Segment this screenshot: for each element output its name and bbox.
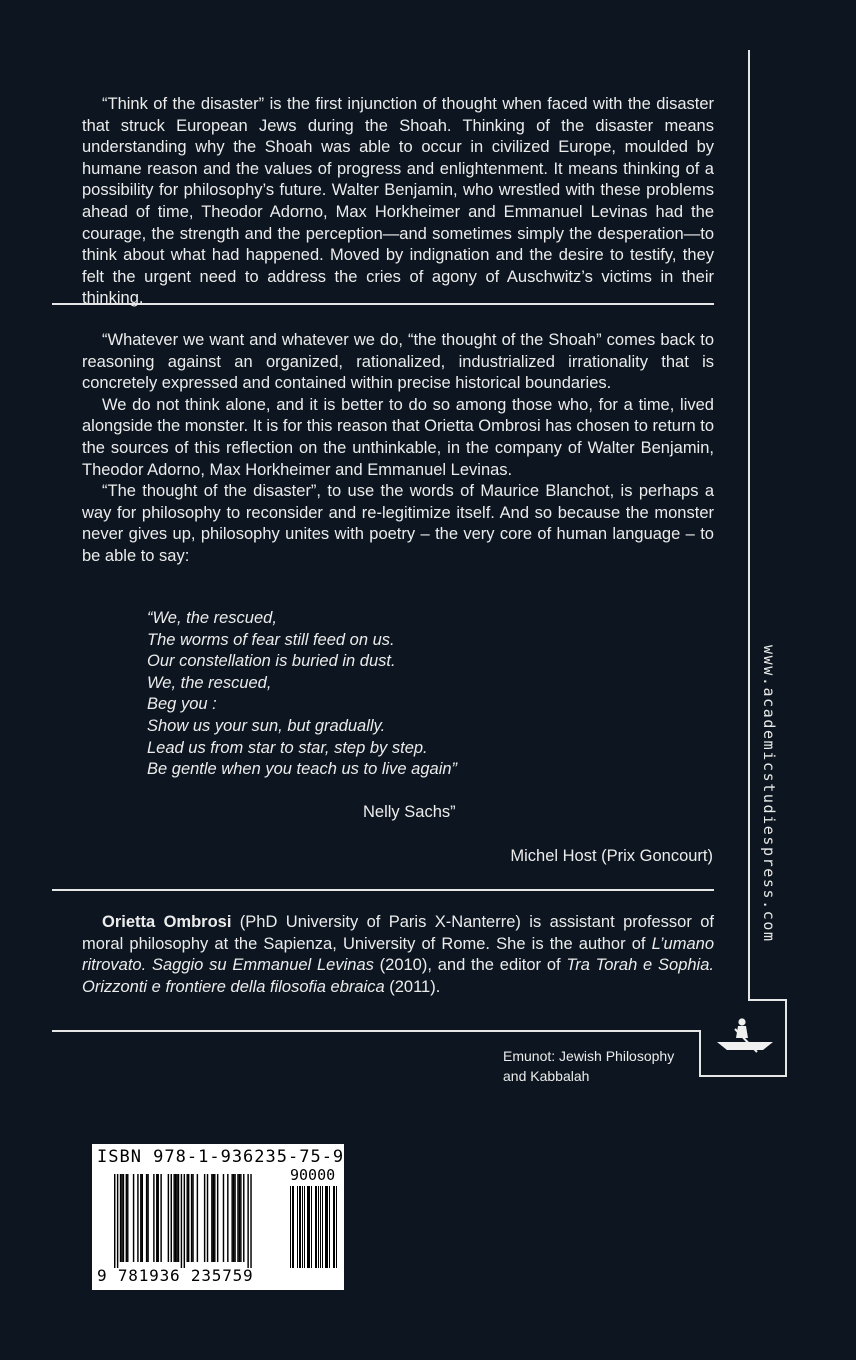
barcode-bar-13 [153, 1174, 154, 1262]
addon-bar-2 [292, 1186, 293, 1268]
review-paragraph-2: We do not think alone, and it is better to do so among those who, for a time, lived alongside the monster. It is for this reason that Orietta Ombrosi has chosen to return to the sources of this reflection on the unthinkable, in the company of Walter Benjamin, Theodor Adorno, Max Horkheimer and Emmanuel Levinas. [82, 395, 714, 479]
barcode-bar-17 [168, 1174, 169, 1262]
addon-bar-0 [290, 1186, 291, 1268]
addon-bar-10 [300, 1186, 301, 1268]
frame-vertical-right [748, 50, 750, 1000]
barcode-number: 9 781936 235759 [97, 1266, 254, 1285]
divider-2 [52, 889, 714, 891]
frame-tab-bottom [700, 1075, 787, 1077]
addon-bar-44 [334, 1186, 335, 1268]
author-book1-year: (2010), and the editor of [373, 956, 567, 975]
poem-line: The worms of fear still feed on us. [147, 630, 395, 649]
publisher-website[interactable]: www.academicstudiespress.com [760, 645, 778, 943]
addon-bar-30 [320, 1186, 321, 1268]
author-book2-title: Tra Torah e Sophia. Orizzonti e frontiere della filosofia ebraica [82, 956, 714, 996]
barcode-bar-7 [133, 1174, 134, 1262]
barcode-bar-0 [114, 1174, 115, 1268]
addon-bar-21 [311, 1186, 312, 1268]
barcode-bar-3 [121, 1174, 122, 1262]
addon-bar-46 [336, 1186, 337, 1268]
barcode-bar-6 [127, 1174, 128, 1262]
barcode-bar-9 [140, 1174, 141, 1262]
barcode-bar-25 [187, 1174, 188, 1262]
divider-3 [52, 1030, 700, 1032]
barcode-bar-18 [171, 1174, 172, 1262]
addon-bar-12 [302, 1186, 303, 1268]
barcode-bar-30 [204, 1174, 205, 1262]
addon-bar-43 [333, 1186, 334, 1268]
poem-line: “We, the rescued, [147, 609, 277, 627]
review-paragraph-1: “Whatever we want and whatever we do, “the thought of the Shoah” comes back to reasoning against an organized, rationalized, industrialized irrationality that is concretely expressed and contained within precise historical boundaries. [82, 331, 714, 393]
barcode-bar-35 [217, 1174, 218, 1262]
barcode-bar-39 [233, 1174, 234, 1262]
barcode-bar-12 [147, 1174, 148, 1262]
barcode-bar-4 [123, 1174, 124, 1262]
author-book2-year: (2011). [384, 977, 441, 996]
barcode-bar-8 [137, 1174, 138, 1262]
barcode-bar-33 [213, 1174, 214, 1262]
author-bio [82, 912, 714, 998]
barcode-bar-16 [160, 1174, 161, 1262]
author-credential: (PhD University of Paris X-Nanterre) is assistant professor of moral philosophy at the Sapienza, University of Rome. She is the author of [82, 913, 714, 953]
frame-tab-vertical [785, 999, 787, 1076]
author-book1-title: L’umano ritrovato. Saggio su Emmanuel Levinas [82, 934, 714, 975]
series-line-2: and Kabbalah [503, 1068, 590, 1084]
barcode-bar-15 [158, 1174, 159, 1262]
addon-bar-3 [293, 1186, 294, 1268]
intro-paragraph [82, 94, 714, 310]
poem-line: Be gentle when you teach us to live again” [147, 760, 458, 779]
barcode-bar-26 [188, 1174, 189, 1262]
series-name [503, 1046, 674, 1086]
review-paragraph-3: “The thought of the disaster”, to use the words of Maurice Blanchot, is perhaps a way for philosophy to reconsider and re-legitimize itself. And so because the monster never gives up, philosophy unites with poetry – the very core of human language – to be able to say: [82, 482, 714, 565]
barcode-bar-42 [239, 1174, 240, 1262]
barcode-bar-36 [223, 1174, 224, 1262]
addon-bar-14 [304, 1186, 305, 1268]
frame-tab-left [699, 1030, 701, 1077]
addon-bar-28 [318, 1186, 319, 1268]
barcode-bar-29 [197, 1174, 198, 1262]
barcode-bar-34 [214, 1174, 215, 1262]
barcode-bar-32 [211, 1174, 212, 1262]
barcode-bar-2 [120, 1174, 121, 1262]
barcode-bar-38 [231, 1174, 232, 1262]
addon-bar-35 [325, 1186, 326, 1268]
barcode-bar-31 [207, 1174, 208, 1262]
barcode-bar-1 [117, 1174, 118, 1268]
addon-bar-36 [326, 1186, 327, 1268]
intro-text: “Think of the disaster” is the first injunction of thought when faced with the disaster that struck European Jews during the Shoah. Thinking of the disaster means understanding why the Shoah was able to occur in civilized Europe, moulded by humane reason and the values of progress and enlightenment. It means thinking of a possibility for philosophy’s future. Walter Benjamin, who wrestled with these problems ahead of time, Theodor Adorno, Max Horkheimer and Emmanuel Levinas had the courage, the strength and the perception—and sometimes simply the desperation—to think about what had happened. Moved by indignation and the desire to testify, they felt the urgent need to address the cries of agony of Auschwitz’s victims in their thinking. [82, 95, 714, 308]
author-bio-paragraph [82, 912, 714, 998]
addon-bar-25 [315, 1186, 316, 1268]
addon-bar-17 [307, 1186, 308, 1268]
review-text [82, 330, 714, 568]
barcode-bar-28 [192, 1174, 193, 1262]
addon-bar-32 [322, 1186, 323, 1268]
barcode-bar-24 [184, 1174, 185, 1268]
poem-line: Lead us from star to star, step by step. [147, 738, 428, 757]
barcode-bar-46 [250, 1174, 251, 1268]
barcode-bar-41 [237, 1174, 238, 1262]
addon-bar-37 [327, 1186, 328, 1268]
publisher-boat-logo [715, 1016, 775, 1056]
addon-bar-39 [329, 1186, 330, 1268]
addon-bar-19 [309, 1186, 310, 1268]
addon-bar-7 [297, 1186, 298, 1268]
series-line-1: Emunot: Jewish Philosophy [503, 1048, 675, 1064]
barcode-bar-45 [247, 1174, 248, 1268]
addon-bar-18 [308, 1186, 309, 1268]
barcode-bar-14 [156, 1174, 157, 1262]
barcode-bar-27 [191, 1174, 192, 1262]
barcode-bar-21 [176, 1174, 177, 1262]
barcode-bar-11 [146, 1174, 147, 1262]
barcode-bar-23 [181, 1174, 182, 1268]
poem-author: Nelly Sachs” [363, 803, 456, 821]
frame-corner-horizontal [748, 999, 786, 1001]
addon-bar-9 [299, 1186, 300, 1268]
addon-bar-26 [316, 1186, 317, 1268]
poem-line: Our constellation is buried in dust. [147, 652, 396, 671]
isbn-label: ISBN 978-1-936235-75-9 [97, 1147, 345, 1167]
poem-line: Beg you : [147, 695, 217, 714]
barcode-bar-5 [126, 1174, 127, 1262]
poem-line: We, the rescued, [147, 673, 272, 692]
price-code: 90000 [290, 1166, 336, 1184]
barcode-bar-43 [240, 1174, 241, 1262]
barcode-bar-40 [234, 1174, 235, 1262]
poem-quote [147, 608, 457, 781]
barcode-bar-19 [173, 1174, 174, 1262]
barcode-bar-22 [178, 1174, 179, 1262]
barcode-bar-10 [142, 1174, 143, 1262]
author-name: Orietta Ombrosi [102, 913, 232, 931]
poem-line: Show us your sun, but gradually. [147, 716, 386, 735]
barcode-bar-37 [227, 1174, 228, 1262]
reviewer-attribution: Michel Host (Prix Goncourt) [510, 847, 713, 865]
barcode-bar-20 [175, 1174, 176, 1262]
isbn-barcode [92, 1144, 344, 1290]
barcode-bar-44 [243, 1174, 244, 1262]
